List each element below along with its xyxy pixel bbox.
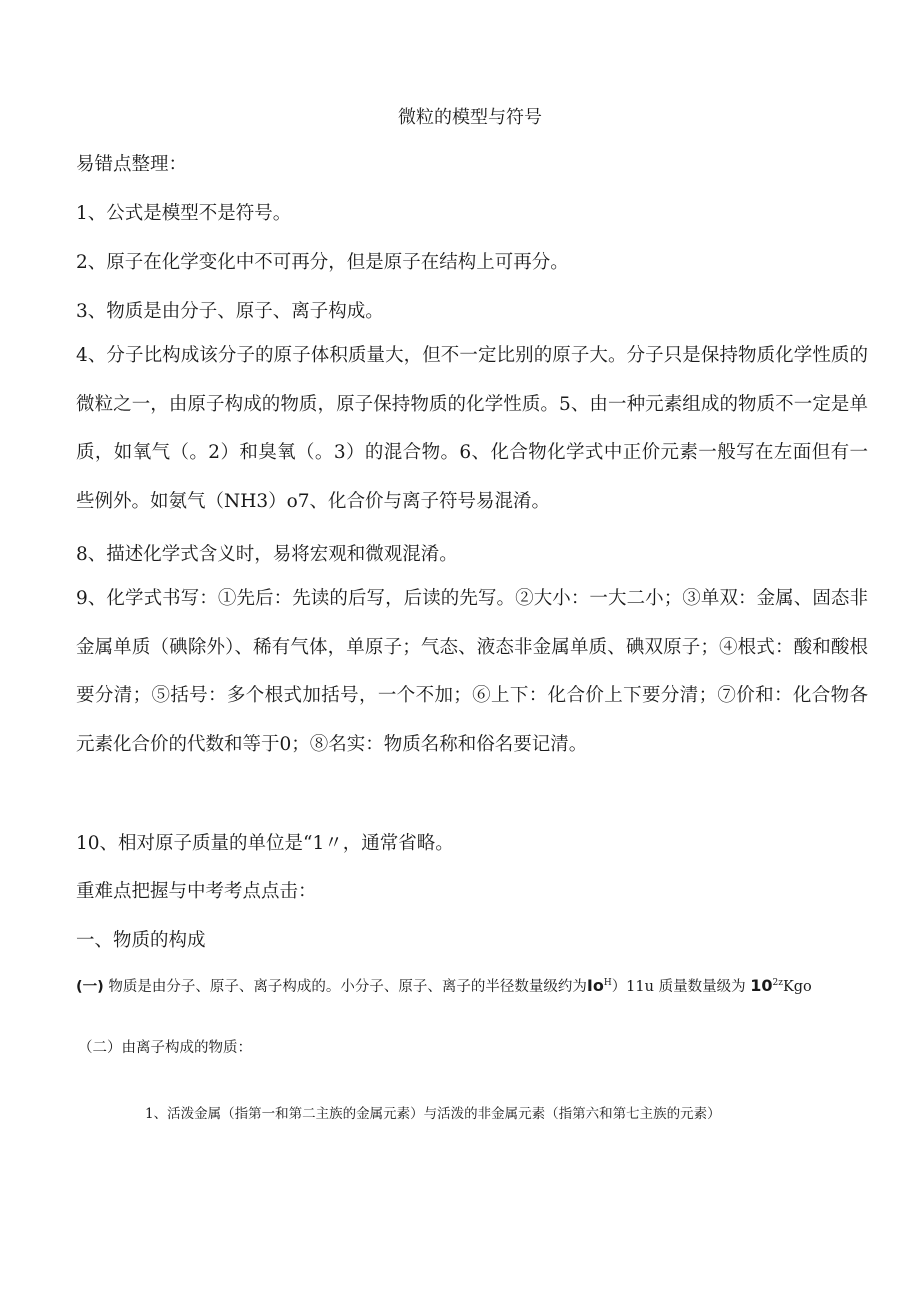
radius-unit: ）11u [611,979,654,995]
list-item-2: 2、原子在化学变化中不可再分，但是原子在结构上可再分。 [76,252,569,273]
page-title: 微粒的模型与符号 [398,107,542,128]
subsection-1 [76,975,812,996]
radius-magnitude: Io [586,976,604,995]
radius-exponent: H [603,978,612,989]
part-heading-matter-composition: 一、物质的构成 [76,930,206,951]
list-item-9: 9、化学式书写：①先后：先读的后写，后读的先写。②大小：一大二小；③单双：金属、固态非金属单质（碘除外）、稀有气体，单原子；气态、液态非金属单质、碘双原子；④根式：酸和酸根要分清；⑤括号：多个根式加括号，一个不加；⑥上下：化合价上下要分清；⑦价和：化合物各元素化合价的代数和等于0；⑧名实：物质名称和俗名要记清。 [76,588,868,755]
section-heading-keypoints: 重难点把握与中考考点点击： [76,881,317,902]
subsection-2: （二）由离子构成的物质： [78,1040,252,1056]
mass-exponent: 2z [772,978,783,989]
subsection-1-mid: 质量数量级为 [658,979,746,995]
list-item-1: 1、公式是模型不是符号。 [76,203,292,224]
mass-magnitude: 10 [750,976,773,995]
list-item-10: 10、相对原子质量的单位是“1〃，通常省略。 [76,833,454,854]
section-heading-errors: 易错点整理： [76,154,188,175]
list-item-4-7: 4、分子比构成该分子的原子体积质量大，但不一定比别的原子大。分子只是保持物质化学性质的微粒之一，由原子构成的物质，原子保持物质的化学性质。5、由一种元素组成的物质不一定是单质，如氧气（。2）和臭氧（。3）的混合物。6、化合物化学式中正价元素一般写在左面但有一些例外。如氨气（NH3）o7、化合价与离子符号易混淆。 [76,345,868,512]
mass-unit: Kgo [782,979,812,995]
list-item-3: 3、物质是由分子、原子、离子构成。 [76,301,384,322]
subsection-2-item-1: 1、活泼金属（指第一和第二主族的金属元素）与活泼的非金属元素（指第六和第七主族的元素） [145,1106,721,1122]
subsection-1-label: (一) [76,979,104,995]
list-item-8: 8、描述化学式含义时，易将宏观和微观混淆。 [76,544,458,565]
subsection-1-text: 物质是由分子、原子、离子构成的。小分子、原子、离子的半径数量级约为 [108,979,587,995]
